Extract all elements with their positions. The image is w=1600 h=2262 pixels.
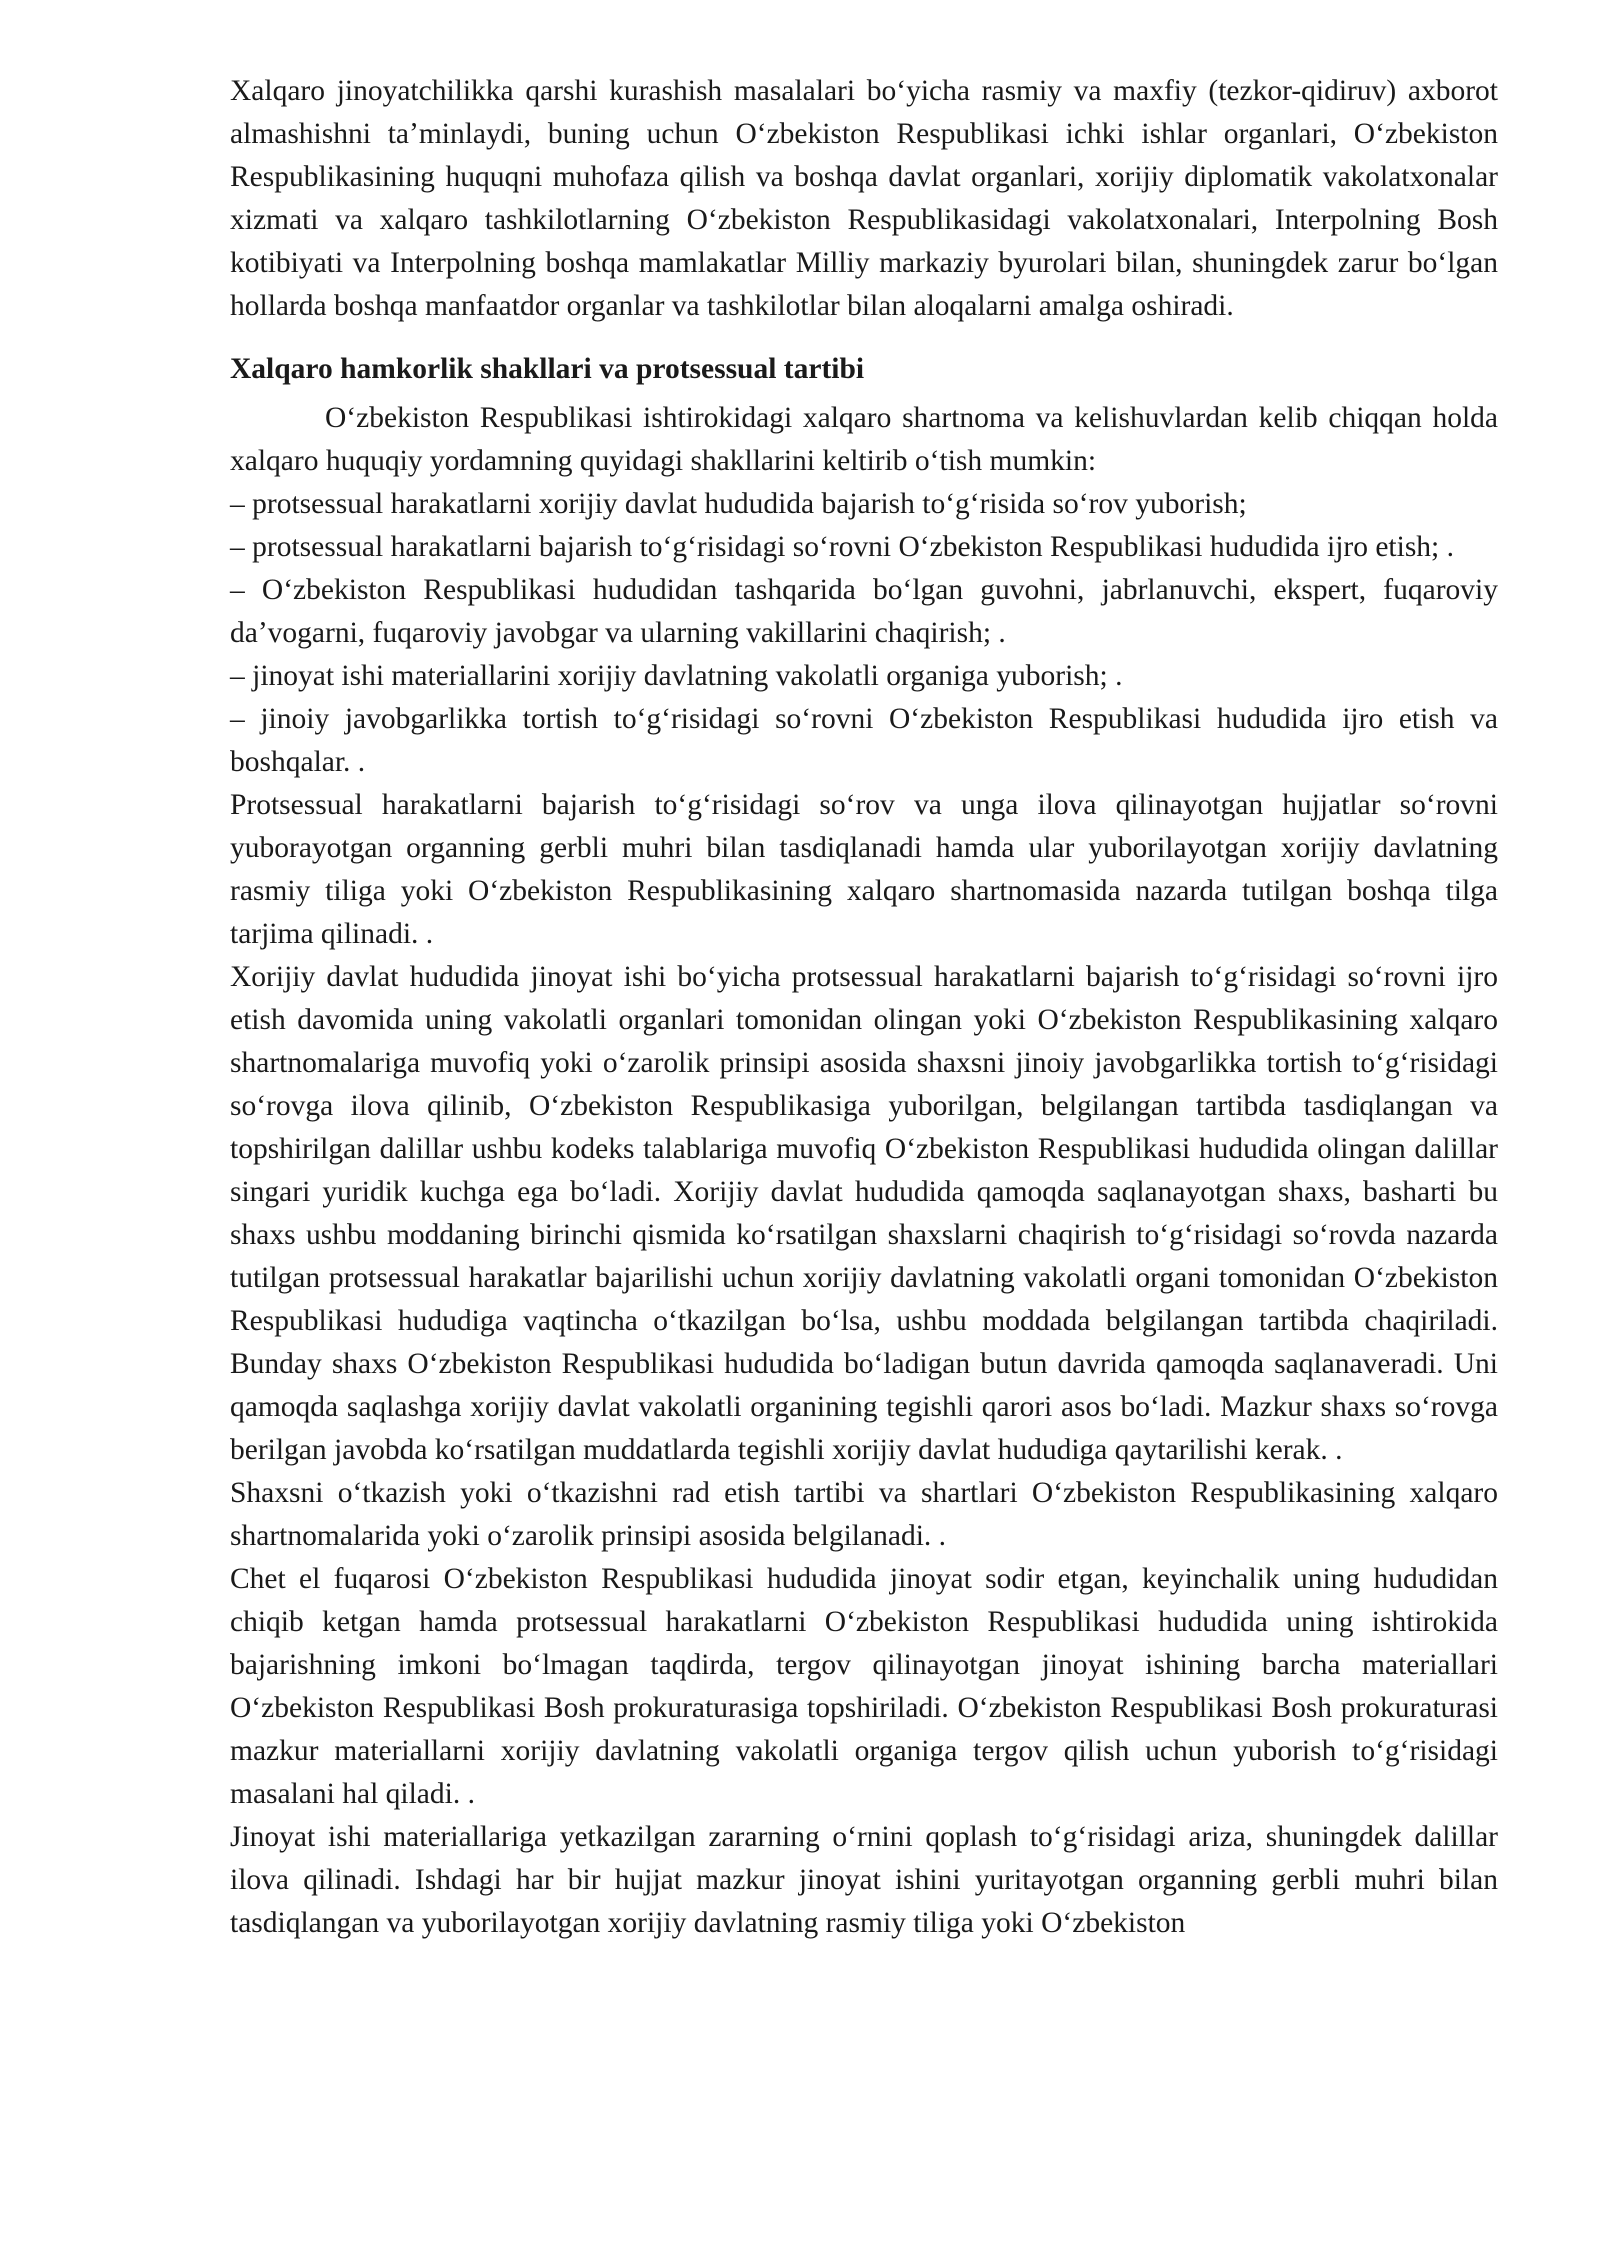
section-heading: Xalqaro hamkorlik shakllari va protsessual tartibi — [230, 353, 865, 385]
intro-paragraph: Xalqaro jinoyatchilikka qarshi kurashish masalalari boʻyicha rasmiy va maxfiy (tezkor-qidiruv) axborot almashishni taʼminlaydi, buning uchun Oʻzbekiston Respublikasi ichki ishlar organlari, Oʻzbekiston Respublikasining huquqni muhofaza qilish va boshqa davlat organlari, xorijiy diplomatik vakolatxonalar xizmati va xalqaro tashkilotlarning Oʻzbekiston Respublikasidagi vakolatxonalari, Interpolning Bosh kotibiyati va Interpolning boshqa mamlakatlar Milliy markaziy byurolari bilan, shuningdek zarur boʻlgan hollarda boshqa manfaatdor organlar va tashkilotlar bilan aloqalarni amalga oshiradi. — [230, 75, 1498, 322]
forms-intro-paragraph: Oʻzbekiston Respublikasi ishtirokidagi xalqaro shartnoma va kelishuvlardan kelib chiqqan holda xalqaro huquqiy yordamning quyidagi shakllarini keltirib oʻtish mumkin: — [230, 402, 1498, 477]
list-item: – jinoyat ishi materiallarini xorijiy davlatning vakolatli organiga yuborish; . — [230, 660, 1123, 692]
body-paragraph: Protsessual harakatlarni bajarish toʻgʻrisidagi soʻrov va unga ilova qilinayotgan hujjatlar soʻrovni yuborayotgan organning gerbli muhri bilan tasdiqlanadi hamda ular yuborilayotgan xorijiy davlatning rasmiy tiliga yoki Oʻzbekiston Respublikasining xalqaro shartnomasida nazarda tutilgan boshqa tilga tarjima qilinadi. . — [230, 789, 1498, 950]
list-item: – Oʻzbekiston Respublikasi hududidan tashqarida boʻlgan guvohni, jabrlanuvchi, ekspert, fuqaroviy daʼvogarni, fuqaroviy javobgar va ularning vakillarini chaqirish; . — [230, 574, 1498, 649]
document-page — [230, 70, 1498, 1945]
list-item: – jinoiy javobgarlikka tortish toʻgʻrisidagi soʻrovni Oʻzbekiston Respublikasi hududida ijro etish va boshqalar. . — [230, 703, 1498, 778]
list-item: – protsessual harakatlarni xorijiy davlat hududida bajarish toʻgʻrisida soʻrov yuborish; — [230, 488, 1247, 520]
body-paragraph: Xorijiy davlat hududida jinoyat ishi boʻyicha protsessual harakatlarni bajarish toʻgʻrisidagi soʻrovni ijro etish davomida uning vakolatli organlari tomonidan olingan yoki Oʻzbekiston Respublikasining xalqaro shartnomalariga muvofiq yoki oʻzarolik prinsipi asosida shaxsni jinoiy javobgarlikka tortish toʻgʻrisidagi soʻrovga ilova qilinib, Oʻzbekiston Respublikasiga yuborilgan, belgilangan tartibda tasdiqlangan va topshirilgan dalillar ushbu kodeks talablariga muvofiq Oʻzbekiston Respublikasi hududida olingan dalillar singari yuridik kuchga ega boʻladi. Xorijiy davlat hududida qamoqda saqlanayotgan shaxs, basharti bu shaxs ushbu moddaning birinchi qismida koʻrsatilgan shaxslarni chaqirish toʻgʻrisidagi soʻrovda nazarda tutilgan protsessual harakatlar bajarilishi uchun xorijiy davlatning vakolatli organi tomonidan Oʻzbekiston Respublikasi hududiga vaqtincha oʻtkazilgan boʻlsa, ushbu moddada belgilangan tartibda chaqiriladi. Bunday shaxs Oʻzbekiston Respublikasi hududida boʻladigan butun davrida qamoqda saqlanaveradi. Uni qamoqda saqlashga xorijiy davlat vakolatli organining tegishli qarori asos boʻladi. Mazkur shaxs soʻrovga berilgan javobda koʻrsatilgan muddatlarda tegishli xorijiy davlat hududiga qaytarilishi kerak. . — [230, 961, 1498, 1466]
body-paragraph: Jinoyat ishi materiallariga yetkazilgan zararning oʻrnini qoplash toʻgʻrisidagi ariza, shuningdek dalillar ilova qilinadi. Ishdagi har bir hujjat mazkur jinoyat ishini yuritayotgan organning gerbli muhri bilan tasdiqlangan va yuborilayotgan xorijiy davlatning rasmiy tiliga yoki Oʻzbekiston — [230, 1821, 1498, 1939]
list-item: – protsessual harakatlarni bajarish toʻgʻrisidagi soʻrovni Oʻzbekiston Respublikasi hududida ijro etish; . — [230, 531, 1455, 563]
body-paragraph: Chet el fuqarosi Oʻzbekiston Respublikasi hududida jinoyat sodir etgan, keyinchalik uning hududidan chiqib ketgan hamda protsessual harakatlarni Oʻzbekiston Respublikasi hududida uning ishtirokida bajarishning imkoni boʻlmagan taqdirda, tergov qilinayotgan jinoyat ishining barcha materiallari Oʻzbekiston Respublikasi Bosh prokuraturasiga topshiriladi. Oʻzbekiston Respublikasi Bosh prokuraturasi mazkur materiallarni xorijiy davlatning vakolatli organiga tergov qilish uchun yuborish toʻgʻrisidagi masalani hal qiladi. . — [230, 1563, 1498, 1810]
body-paragraph: Shaxsni oʻtkazish yoki oʻtkazishni rad etish tartibi va shartlari Oʻzbekiston Respublikasining xalqaro shartnomalarida yoki oʻzarolik prinsipi asosida belgilanadi. . — [230, 1477, 1498, 1552]
